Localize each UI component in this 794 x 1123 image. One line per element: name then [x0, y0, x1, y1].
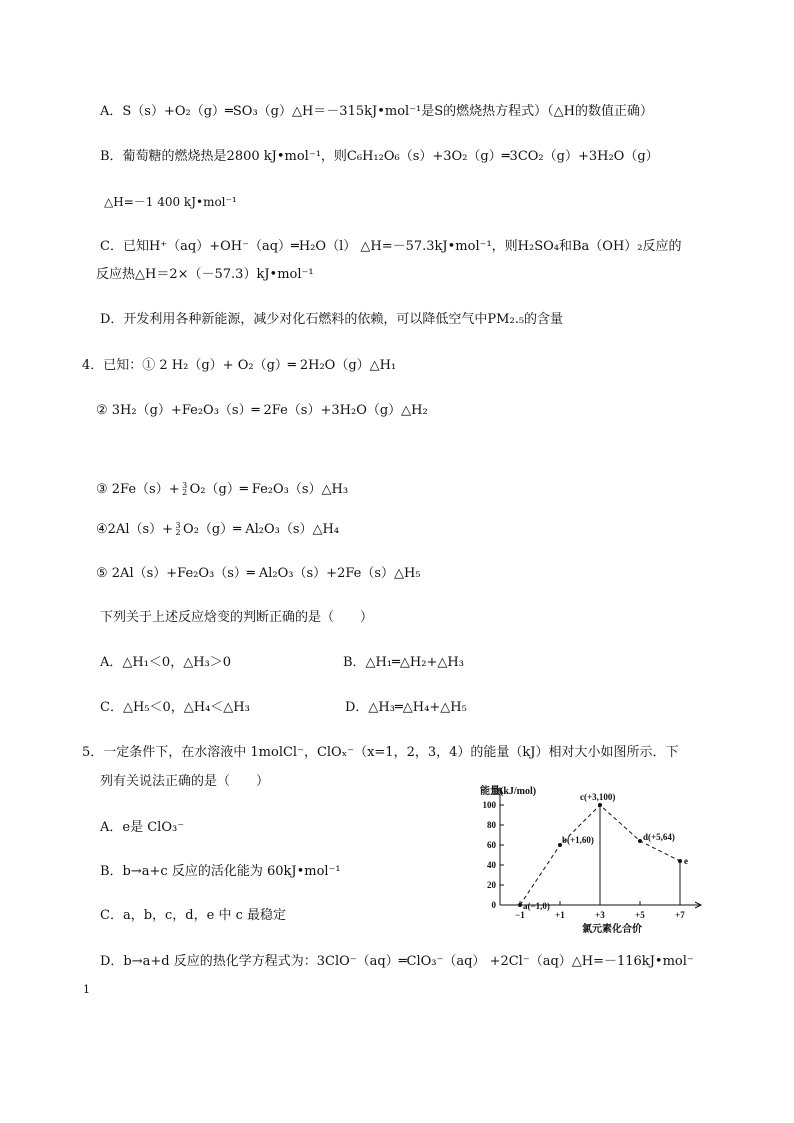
- q3-option-a: A．S（s）+O₂（g）═SO₃（g）△H＝－315kJ•mol⁻¹是S的燃烧热方程式）（△H的数值正确）: [100, 104, 654, 119]
- q3-option-d: D．开发利用各种新能源，减少对化石燃料的依赖，可以降低空气中PM₂.₅的含量: [100, 312, 564, 327]
- y-tick-label: 80: [487, 820, 496, 830]
- q5-option-d-line1: D．b→a+d 反应的热化学方程式为：3ClO⁻（aq）═ClO₃⁻（aq） +2Cl⁻（aq）△H=－116kJ•mol⁻: [100, 954, 694, 969]
- q4-reaction-3-left: ③ 2Fe（s）+: [96, 482, 180, 497]
- q5-stem-line1: 5．一定条件下，在水溶液中 1molCl⁻，ClOₓ⁻（x=1，2，3，4）的能量（kJ）相对大小如图所示．下: [82, 745, 679, 760]
- q3-option-b-line2: △H=－1 400 kJ•mol⁻¹: [104, 195, 237, 209]
- chart-axes: [483, 788, 702, 920]
- q4-reaction-3: [96, 481, 348, 499]
- x-tick-label: +5: [635, 910, 645, 920]
- y-tick-label: 60: [487, 840, 496, 850]
- q4-reaction-5: ⑤ 2Al（s）+Fe₂O₃（s）═ Al₂O₃（s）+2Fe（s）△H₅: [96, 566, 421, 581]
- data-point-label: a(−1,0): [523, 901, 550, 911]
- y-axis-label: 能量(kJ/mol): [480, 786, 537, 797]
- q4-reaction-2: ② 3H₂（g）+Fe₂O₃（s）═ 2Fe（s）+3H₂O（g）△H₂: [96, 403, 428, 418]
- y-tick-label: 20: [487, 880, 496, 890]
- x-tick-label: +3: [595, 910, 605, 920]
- y-tick-label: 100: [482, 800, 496, 810]
- q5-option-a: A．e是 ClO₃⁻: [100, 820, 185, 835]
- q4-option-a: A．△H₁＜0，△H₃＞0: [100, 655, 232, 670]
- x-axis-label: 氯元素化合价: [582, 924, 642, 935]
- q4-reaction-4: [96, 521, 339, 539]
- q5-option-d-line2: 1: [83, 983, 90, 996]
- q3-option-c-line2: 反应热△H＝2×（－57.3）kJ•mol⁻¹: [96, 267, 314, 282]
- data-point-label: d(+5,64): [643, 832, 675, 842]
- q4-stem: 4．已知：① 2 H₂（g）+ O₂（g）═ 2H₂O（g）△H₁: [82, 358, 397, 373]
- y-tick-label: 40: [487, 860, 496, 870]
- data-point-label: e: [684, 856, 688, 866]
- chart-marks: [518, 792, 688, 911]
- q3-option-b-line1: B．葡萄糖的燃烧热是2800 kJ•mol⁻¹，则C₆H₁₂O₆（s）+3O₂（g）═3CO₂（g）+3H₂O（g）: [100, 149, 659, 164]
- q4-question: 下列关于上述反应焓变的判断正确的是（ ）: [100, 610, 374, 625]
- x-tick-label: −1: [515, 910, 525, 920]
- data-point: [598, 803, 602, 807]
- x-tick-label: +7: [675, 910, 685, 920]
- x-tick-label: +1: [555, 910, 565, 920]
- q4-option-b: B．△H₁═△H₂+△H₃: [343, 655, 464, 670]
- q4-reaction-4-right: O₂（g）═ Al₂O₃（s）△H₄: [183, 522, 340, 537]
- q4-option-c: C．△H₅＜0，△H₄＜△H₃: [100, 700, 250, 715]
- q5-option-b: B．b→a+c 反应的活化能为 60kJ•mol⁻¹: [100, 864, 341, 879]
- q3-option-c-line1: C．已知H⁺（aq）+OH⁻（aq）═H₂O（l） △H=－57.3kJ•mol⁻¹，则H₂SO₄和Ba（OH）₂反应的: [100, 239, 682, 254]
- q4-option-d: D．△H₃═△H₄+△H₅: [345, 700, 467, 715]
- data-point: [518, 903, 522, 907]
- y-tick-label: 0: [491, 900, 496, 910]
- data-point-label: b(+1,60): [562, 835, 594, 845]
- fraction-three-halves: 3 2: [175, 521, 181, 537]
- data-point: [678, 859, 682, 863]
- data-point: [638, 839, 642, 843]
- energy-chart: [470, 780, 710, 935]
- q4-reaction-3-right: O₂（g）═ Fe₂O₃（s）△H₃: [189, 482, 349, 497]
- q5-option-c: C．a，b，c，d，e 中 c 最稳定: [100, 908, 286, 923]
- q4-reaction-4-left: ④2Al（s）+: [96, 522, 174, 537]
- data-point-label: c(+3,100): [580, 792, 616, 802]
- fraction-three-halves: 3 2: [182, 481, 188, 497]
- q5-stem-line2: 列有关说法正确的是（ ）: [100, 774, 270, 789]
